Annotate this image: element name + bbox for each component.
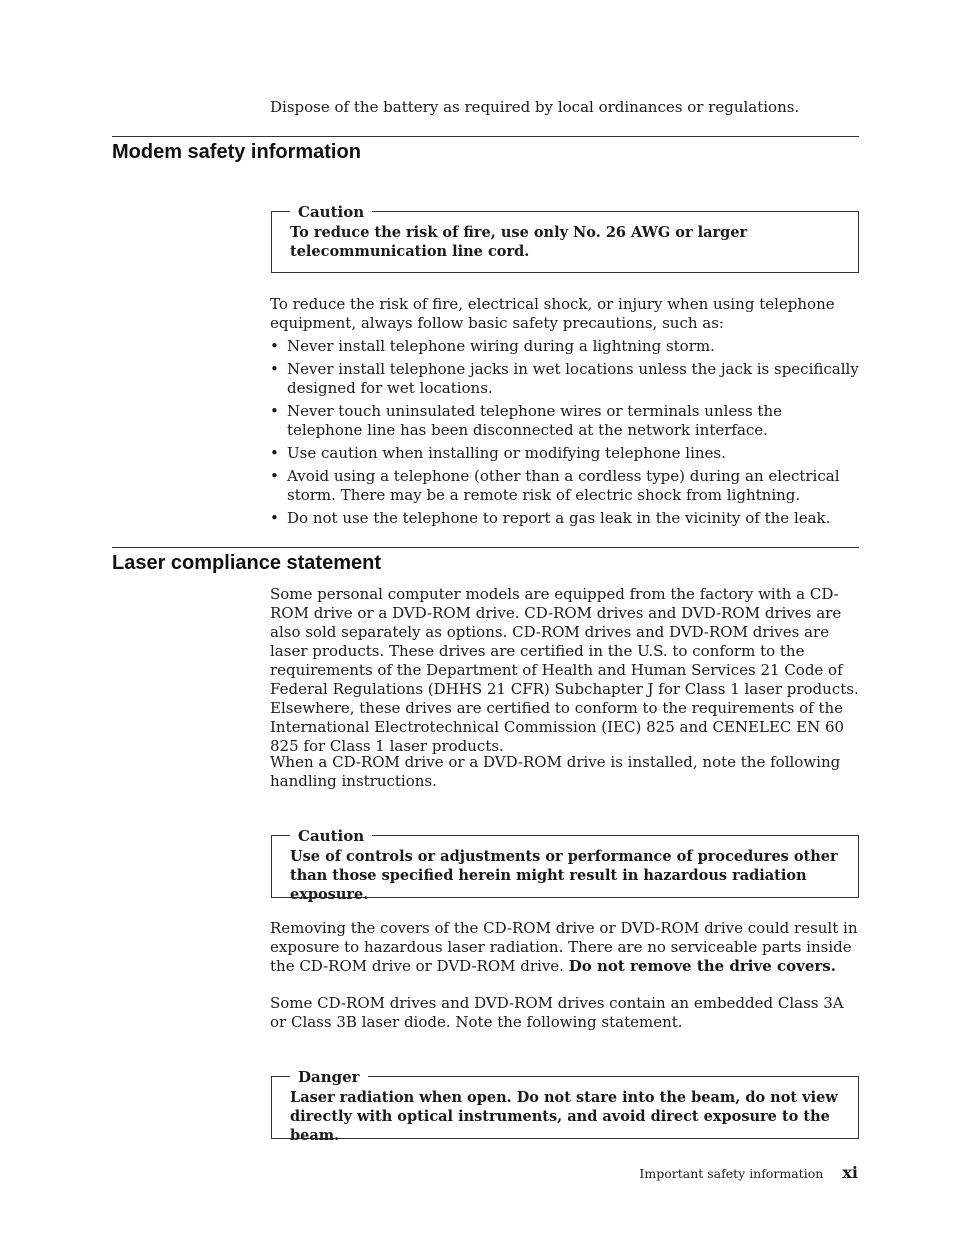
caution-text: To reduce the risk of fire, use only No. 26 AWG or larger telecommunication line cord.	[290, 224, 748, 260]
modem-lead-paragraph: To reduce the risk of fire, electrical shock, or injury when using telephone equipment, always follow basic safety precautions, such as:	[270, 295, 835, 332]
laser-caution-box	[271, 827, 859, 903]
intro-paragraph: Dispose of the battery as required by local ordinances or regulations.	[270, 98, 800, 116]
modem-body	[270, 295, 859, 532]
page-number: xi	[842, 1163, 858, 1182]
list-item: • Never touch uninsulated telephone wires or terminals unless the telephone line has been disconnected at the network interface.	[270, 402, 859, 440]
laser-paragraph-1: Some personal computer models are equipped from the factory with a CD-ROM drive or a DVD-ROM drive. CD-ROM drives and DVD-ROM drives are also sold separately as options. CD-ROM drives and DVD-ROM drives are laser products. These drives are certified in the U.S. to conform to the requirements of the Department of Health and Human Services 21 Code of Federal Regulations (DHHS 21 CFR) Subchapter J for Class 1 laser products. Elsewhere, these drives are certified to conform to the requirements of the International Electrotechnical Commission (IEC) 825 and CENELEC EN 60 825 for Class 1 laser products.	[270, 585, 859, 755]
paragraph-text: Removing the covers of the CD-ROM drive or DVD-ROM drive could result in exposure to hazardous laser radiation. There are no serviceable parts inside the CD-ROM drive or DVD-ROM drive.	[270, 919, 858, 975]
footer-section-title: Important safety information	[639, 1166, 824, 1181]
laser-paragraph-2: When a CD-ROM drive or a DVD-ROM drive is installed, note the following handling instructions.	[270, 753, 841, 790]
list-item: • Never install telephone wiring during a lightning storm.	[270, 337, 859, 356]
list-item: • Do not use the telephone to report a gas leak in the vicinity of the leak.	[270, 509, 859, 528]
laser-section-heading: Laser compliance statement	[112, 552, 381, 574]
danger-label: Danger	[290, 1068, 368, 1086]
page-footer	[639, 1163, 858, 1182]
section-divider	[112, 547, 859, 548]
modem-caution-box	[271, 203, 859, 273]
section-divider	[112, 136, 859, 137]
laser-paragraph-3	[270, 919, 859, 976]
danger-box	[271, 1068, 859, 1144]
list-item: • Never install telephone jacks in wet locations unless the jack is specifically designed for wet locations.	[270, 360, 859, 398]
caution-label: Caution	[290, 827, 372, 845]
laser-paragraph-4: Some CD-ROM drives and DVD-ROM drives contain an embedded Class 3A or Class 3B laser diode. Note the following statement.	[270, 994, 844, 1031]
list-item: • Avoid using a telephone (other than a cordless type) during an electrical storm. There may be a remote risk of electric shock from lightning.	[270, 467, 859, 505]
list-item: • Use caution when installing or modifying telephone lines.	[270, 444, 859, 463]
modem-section-heading: Modem safety information	[112, 141, 361, 163]
safety-precautions-list	[270, 337, 859, 528]
drive-covers-warning: Do not remove the drive covers.	[568, 957, 836, 975]
danger-text: Laser radiation when open. Do not stare into the beam, do not view directly with optical instruments, and avoid direct exposure to the beam.	[290, 1089, 838, 1144]
caution-text: Use of controls or adjustments or performance of procedures other than those specified herein might result in hazardous radiation exposure.	[290, 848, 838, 903]
caution-label: Caution	[290, 203, 372, 221]
